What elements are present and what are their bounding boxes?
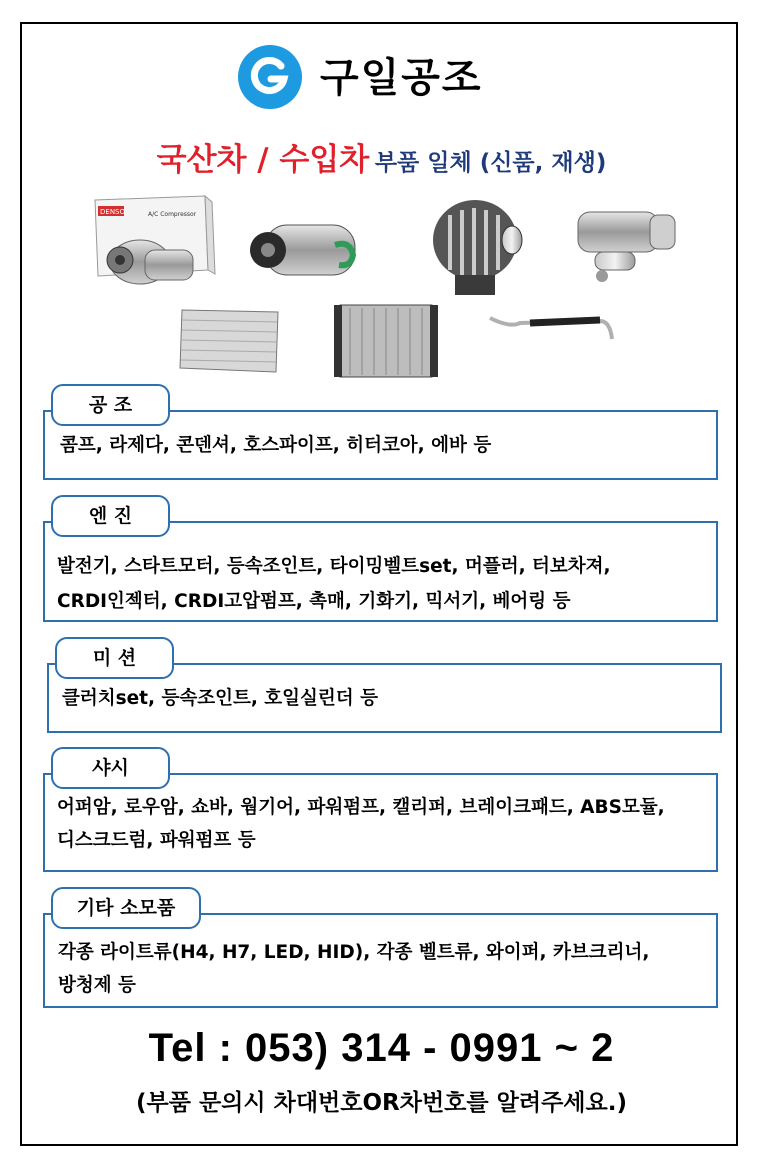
headline-blue: 부품 일체 (신품, 재생) (374, 150, 607, 176)
section-engine-line-1: 발전기, 스타트모터, 등속조인트, 타이밍벨트set, 머플러, 터보차져, (57, 556, 611, 577)
ac-compressor (250, 225, 355, 275)
section-misc-tab: 기타 소모품 (51, 887, 201, 929)
box-brand-text: DENSO (100, 208, 126, 216)
condenser (180, 310, 278, 372)
section-engine-line-2: CRDI인젝터, CRDI고압펌프, 촉매, 기화기, 믹서기, 베어링 등 (57, 591, 571, 612)
radiator (334, 305, 438, 377)
brand-logo-icon (237, 44, 303, 110)
ac-hose-pipe (490, 318, 612, 339)
section-misc-line-1: 각종 라이트류(H4, H7, LED, HID), 각종 벨트류, 와이퍼, 카브크리너, (58, 942, 650, 963)
headline (0, 134, 763, 179)
section-aircon-tab: 공 조 (51, 384, 170, 426)
alternator (433, 200, 522, 295)
parts-illustration (90, 190, 690, 385)
section-misc-line-2: 방청제 등 (58, 975, 136, 996)
section-chassis-tab: 샤시 (51, 747, 170, 789)
section-chassis-line-1: 어퍼암, 로우암, 쇼바, 웜기어, 파워펌프, 캘리퍼, 브레이크패드, ABS모듈, (57, 797, 665, 818)
section-transmission-tab: 미 션 (55, 637, 174, 679)
section-transmission-line-1: 클러치set, 등속조인트, 호일실린더 등 (62, 688, 378, 709)
headline-red: 국산차 / 수입차 (156, 142, 370, 178)
box-sub-text: A/C Compressor (148, 211, 197, 218)
starter-motor (578, 212, 675, 282)
section-chassis-line-2: 디스크드럼, 파워펌프 등 (57, 830, 256, 851)
section-aircon-line-1: 콤프, 라제다, 콘덴셔, 호스파이프, 히터코아, 에바 등 (60, 435, 492, 456)
section-engine-tab: 엔 진 (51, 495, 170, 537)
inquiry-note: (부품 문의시 차대번호OR차번호를 알려주세요.) (136, 1090, 627, 1116)
ac-compressor-box (95, 196, 215, 284)
brand-name: 구일공조 (320, 55, 483, 101)
telephone-number: Tel : 053) 314 - 0991 ~ 2 (148, 1026, 615, 1070)
